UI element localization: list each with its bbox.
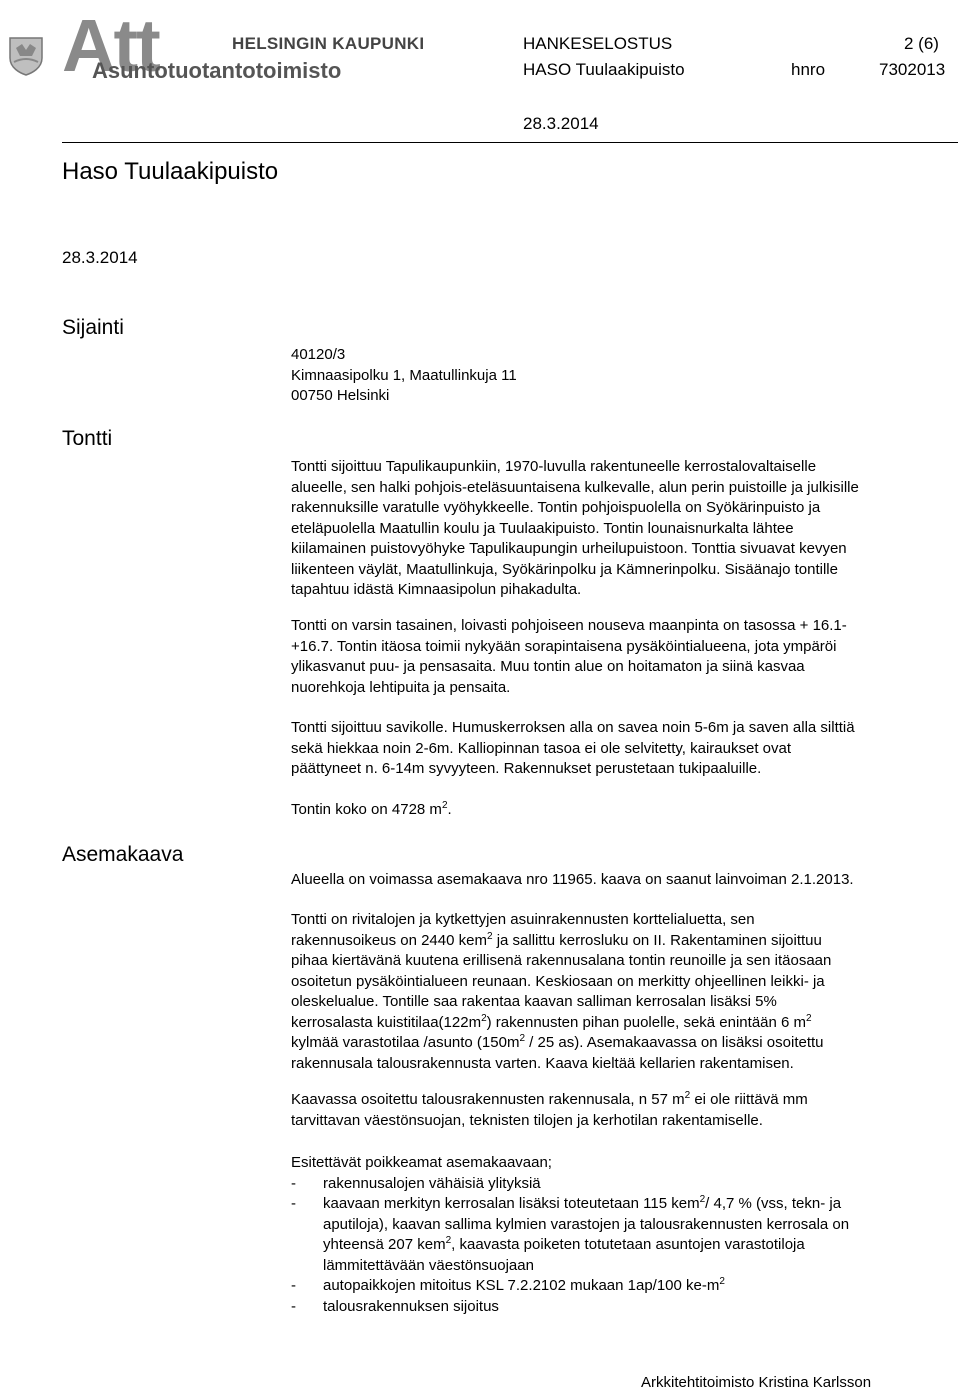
text-line: päättyneet n. 6-14m syvyyteen. Rakennukset perustetaan tukipaaluille. (291, 760, 762, 777)
text-span: autopaikkojen mitoitus KSL 7.2.2102 mukaan 1ap/100 ke-m (323, 1277, 720, 1294)
list-item-text: rakennusalojen vähäisiä ylityksiä (323, 1174, 541, 1192)
text-line: lämmitettävään väestönsuojaan (323, 1256, 534, 1274)
address-line: Kimnaasipolku 1, Maatullinkuja 11 (291, 366, 517, 384)
hnro-value: 7302013 (879, 60, 946, 79)
list-item (291, 1194, 959, 1276)
text-line (291, 1033, 959, 1054)
text-line: rakennuksille varatulle vyöhykkeelle. Tontin pohjoispuolella on Syökärinpuisto ja (291, 499, 821, 516)
text-line (291, 931, 959, 952)
text-line: tapahtuu idästä Kimnaasipolun pihakadulta. (291, 581, 582, 598)
deviations-list (291, 1153, 959, 1317)
text-span: kylmää varastotilaa /asunto (150m (291, 1034, 520, 1051)
tontti-paragraph-3 (291, 718, 959, 780)
tontti-paragraph-1 (291, 457, 959, 601)
list-item (291, 1297, 959, 1318)
list-dash: - (291, 1174, 296, 1192)
text-line: kiilamainen puistovyöhyke Tapulikaupungin urheilupuistoon. Tonttia sivuavat kevyen (291, 540, 847, 557)
text-span: ja sallittu kerrosluku on II. Rakentaminen sijoittuu (492, 931, 822, 949)
text-line: Tontti sijoittuu savikolle. Humuskerroksen alla on savea noin 5-6m ja saven alla silttiä (291, 719, 855, 736)
heading-sijainti: Sijainti (62, 316, 124, 339)
sup: 2 (699, 1194, 706, 1205)
text-span: rakennusoikeus on 2440 kem (291, 931, 487, 949)
asemakaava-paragraph-1: Alueella on voimassa asemakaava nro 11965. kaava on saanut lainvoiman 2.1.2013. (291, 871, 854, 888)
text-line: nuorehkoja lehtipuita ja pensaita. (291, 678, 511, 696)
heading-asemakaava: Asemakaava (62, 843, 184, 866)
address-block (291, 345, 517, 407)
sup: 2 (486, 930, 493, 942)
tontti-size (291, 800, 452, 821)
text-span: ei ole riittävä mm (690, 1091, 808, 1108)
sup: 2 (519, 1033, 526, 1044)
logo-unit-name: Asuntotuotantotoimisto (92, 58, 342, 83)
size-sup: 2 (441, 800, 448, 811)
document-date: 28.3.2014 (62, 248, 138, 267)
text-line: liikenteen väylät, Maatullinkuja, Syökärinpolku ja Kämnerinpolku. Sisäänajo tontille (291, 560, 838, 578)
sup: 2 (684, 1090, 691, 1101)
text-line: ylikasvanut puu- ja pensasaita. Muu tontin alue on hoitamaton ja siinä kasvaa (291, 658, 805, 675)
text-span: , kaavasta poiketen totutetaan asuntojen varastotiloja (451, 1236, 805, 1253)
city-crest-icon (8, 36, 44, 76)
text-line: Tontti on varsin tasainen, loivasti pohjoiseen nouseva maanpinta on tasossa + 16.1- (291, 617, 847, 634)
header-date: 28.3.2014 (523, 114, 599, 133)
sup: 2 (719, 1276, 725, 1287)
text-line: oleskelualue. Tontille saa rakentaa kaavan salliman kerrosalan lisäksi 5% (291, 993, 777, 1010)
list-dash: - (291, 1297, 296, 1315)
text-line: alueelle, sen halki pohjois-eteläsuuntaisena kulkevalle, alun perin puistoille ja julkisille (291, 478, 859, 496)
list-title: Esitettävät poikkeamat asemakaavaan; (291, 1154, 552, 1171)
size-text: Tontin koko on 4728 m (291, 801, 442, 818)
text-line (323, 1235, 849, 1256)
text-line (291, 1090, 959, 1111)
list-item-text (323, 1276, 725, 1297)
text-span: yhteensä 207 kem (323, 1236, 446, 1253)
text-line: eteläpuolella Maatullin koulu ja Tuulaakipuisto. Tontin lounaisnurkalta lähtee (291, 519, 794, 537)
text-span: kerrosalasta kuistitilaa(122m (291, 1013, 482, 1031)
text-span: / 4,7 % (vss, tekn- ja (705, 1195, 842, 1212)
text-line: tarvittavan väestönsuojan, teknisten tilojen ja kerhotilan rakentamiselle. (291, 1111, 763, 1129)
sup: 2 (806, 1012, 812, 1024)
size-end: . (447, 801, 452, 818)
text-line (323, 1194, 849, 1215)
asemakaava-paragraph-3 (291, 1090, 959, 1131)
address-line: 40120/3 (291, 346, 346, 363)
text-line: Tontti sijoittuu Tapulikaupunkiin, 1970-luvulla rakentuneelle kerrostalovaltaiselle (291, 458, 817, 475)
address-line: 00750 Helsinki (291, 387, 390, 404)
text-line: +16.7. Tontin itäosa toimii nykyään sorapintaisena pysäköintialueena, jota ympäröi (291, 637, 837, 655)
header-rule (62, 142, 958, 143)
page-title: Haso Tuulaakipuisto (62, 158, 279, 185)
text-span: kaavaan merkityn kerrosalan lisäksi toteutetaan 115 kem (323, 1195, 700, 1212)
sup: 2 (445, 1235, 452, 1246)
list-dash: - (291, 1277, 296, 1294)
doc-type: HANKESELOSTUS (523, 34, 673, 53)
heading-tontti: Tontti (62, 427, 113, 450)
list-item-text (323, 1194, 849, 1276)
text-line: sekä hiekkaa noin 2-6m. Kalliopinnan tasoa ei ole selvitetty, kairaukset ovat (291, 739, 792, 757)
tontti-paragraph-2 (291, 616, 959, 698)
asemakaava-paragraph-2 (291, 910, 959, 1074)
text-span: / 25 as). Asemakaavassa on lisäksi osoitettu (525, 1034, 824, 1051)
list-dash: - (291, 1195, 296, 1212)
footer-author: Arkkitehtitoimisto Kristina Karlsson (641, 1374, 872, 1391)
list-item (291, 1276, 959, 1297)
text-span: ) rakennusten pihan puolelle, sekä enintään 6 m (486, 1013, 807, 1031)
hnro-label: hnro (791, 60, 826, 79)
sup: 2 (481, 1012, 487, 1024)
text-line (291, 1013, 959, 1034)
page-number: 2 (6) (904, 34, 939, 53)
logo-att: Att (62, 4, 159, 87)
text-line: rakennusala talousrakennusta varten. Kaava kieltää kellarien rakentamisen. (291, 1054, 794, 1072)
list-item-text: talousrakennuksen sijoitus (323, 1297, 499, 1315)
project-name: HASO Tuulaakipuisto (523, 60, 685, 79)
text-line: osoitetun pysäköintialueen reunaan. Keskiosaan on merkitty ohjeellinen leikki- ja (291, 972, 825, 990)
text-line: aputiloja), kaavan sallima kylmien varastojen ja talousrakennusten kerrosala on (323, 1215, 850, 1233)
text-line: pihaa kiertävänä kuutena erillisenä rakennusalana tontin reunoille ja sen itäosaan (291, 952, 832, 969)
text-span: Kaavassa osoitettu talousrakennusten rakennusala, n 57 m (291, 1091, 685, 1108)
logo-city-name: HELSINGIN KAUPUNKI (232, 34, 425, 53)
text-line: Tontti on rivitalojen ja kytkettyjen asuinrakennusten korttelialuetta, sen (291, 911, 755, 928)
list-item (291, 1174, 959, 1195)
